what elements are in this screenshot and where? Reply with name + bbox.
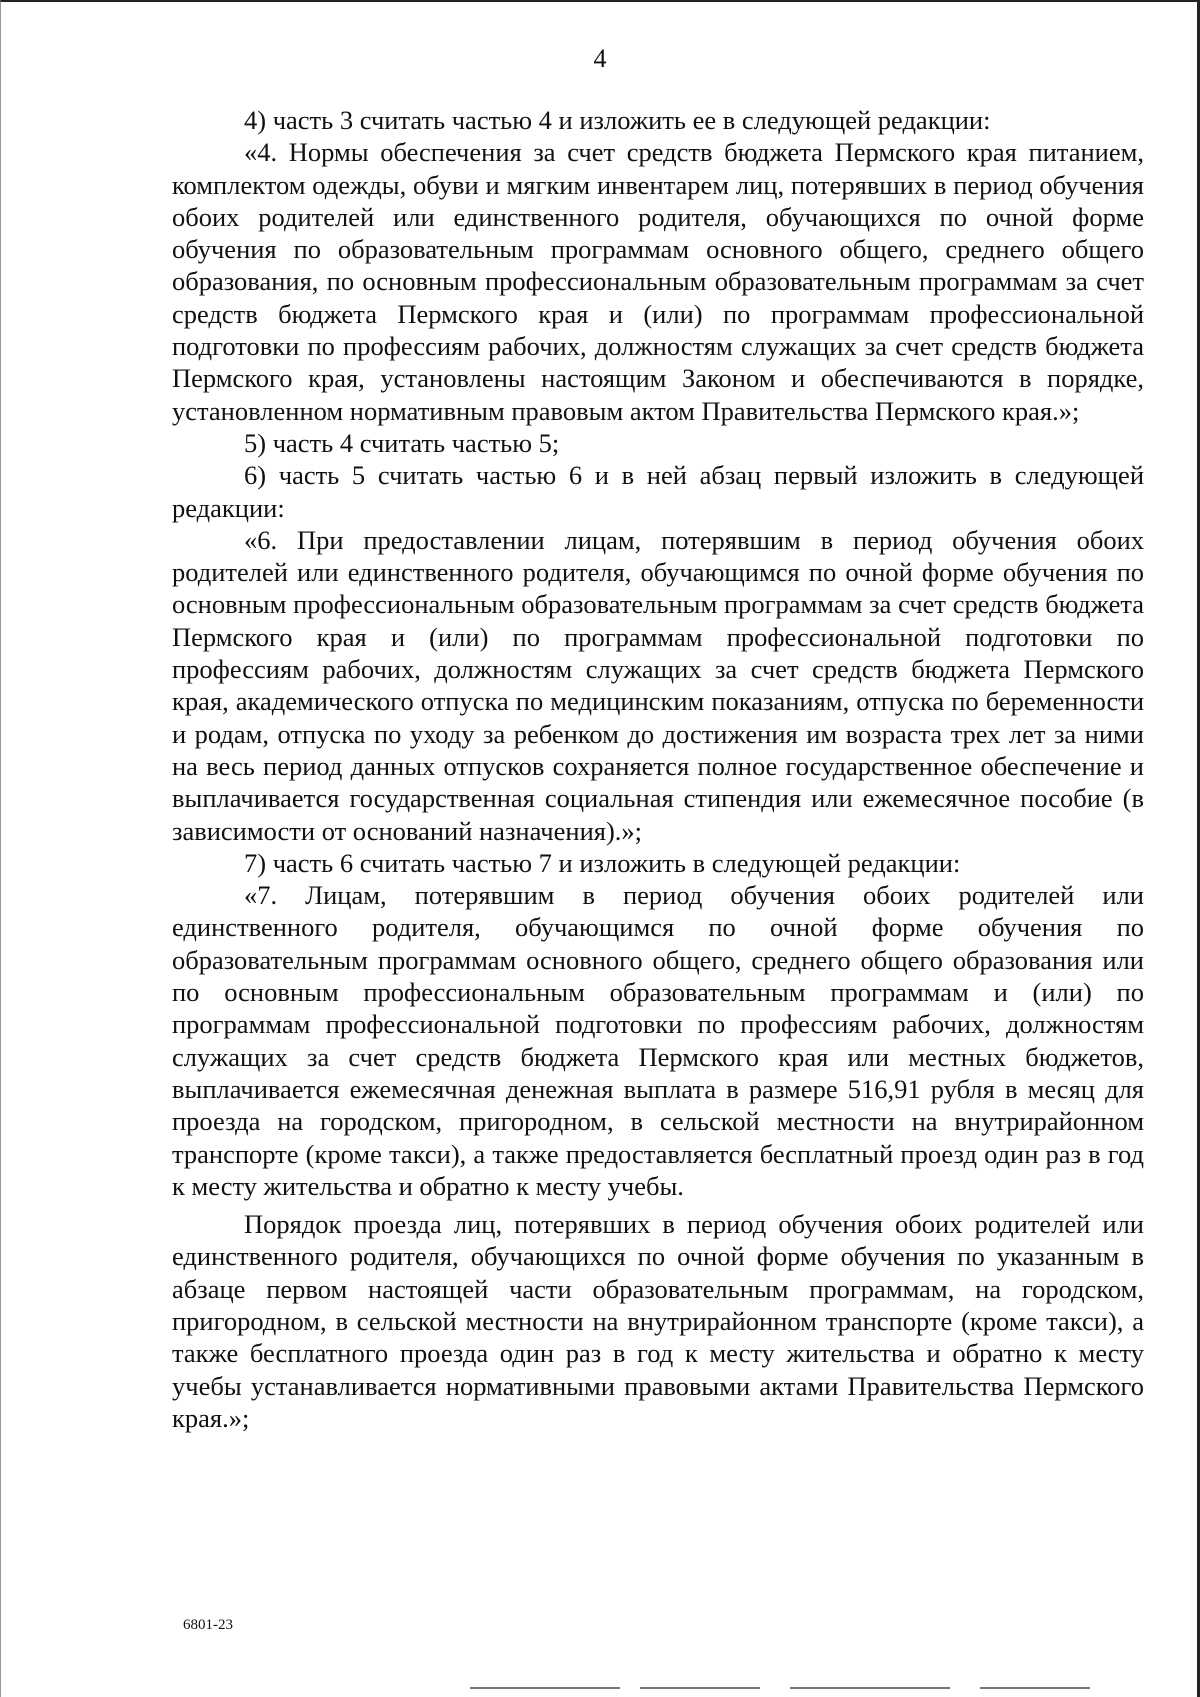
paragraph-travel-procedure: Порядок проезда лиц, потерявших в период обучения обоих родителей или единственного родителя, обучающихся по очной форме обучения по указанным в абзаце первом настоящей части образовательным программам, на городском, пригородном, в сельской местности на внутрирайонном транспорте (кроме такси), а также бесплатного проезда один раз в год к месту жительства и обратно к месту учебы устанавливается нормативными правовыми актами Правительства Пермского края.»;	[172, 1209, 1144, 1433]
paragraph-part-7-text: «7. Лицам, потерявшим в период обучения обоих родителей или единственного родителя, обучающимся по очной форме обучения по образовательным программам основного общего, среднего общего образования или по основным профессиональным образовательным программам и (или) по программам профессиональной подготовки по профессиям рабочих, должностям служащих за счет средств бюджета Пермского края или местных бюджетов, выплачивается ежемесячная денежная выплата в размере 516,91 рубля в месяц для проезда на городском, пригородном, в сельской местности на внутрирайонном транспорте (кроме такси), а также предоставляется бесплатный проезд один раз в год к месту жительства и обратно к месту учебы.	[172, 880, 1144, 1201]
scan-noise-mark	[470, 1687, 620, 1689]
paragraph-item-7: 7) часть 6 считать частью 7 и изложить в следующей редакции:	[244, 847, 961, 878]
scan-noise-mark	[790, 1687, 950, 1689]
scan-noise-mark	[640, 1687, 760, 1689]
document-code: 6801-23	[183, 1617, 233, 1633]
paragraph-item-6: 6) часть 5 считать частью 6 и в ней абзац первый изложить в следующей редакции:	[172, 460, 1144, 523]
paragraph-item-4: 4) часть 3 считать частью 4 и изложить ее в следующей редакции:	[244, 105, 991, 135]
paragraph-part-6-text: «6. При предоставлении лицам, потерявшим в период обучения обоих родителей или единственного родителя, обучающимся по очной форме обучения по основным профессиональным образовательным программам за счет средств бюджета Пермского края и (или) по программам профессиональной подготовки по профессиям рабочих, должностям служащих за счет средств бюджета Пермского края, академического отпуска по медицинским показаниям, отпуска по беременности и родам, отпуска по уходу за ребенком до достижения им возраста трех лет за ними на весь период данных отпусков сохраняется полное государственное обеспечение и выплачивается государственная социальная стипендия или ежемесячное пособие (в зависимости от оснований назначения).»;	[172, 524, 1144, 846]
page-number: 4	[593, 44, 607, 73]
paragraph-item-5: 5) часть 4 считать частью 5;	[244, 427, 560, 458]
document-body	[172, 104, 1144, 1434]
paragraph-norms: «4. Нормы обеспечения за счет средств бюджета Пермского края питанием, комплектом одежды, обуви и мягким инвентарем лиц, потерявших в период обучения обоих родителей или единственного родителя, обучающихся по очной форме обучения по образовательным программам основного общего, среднего общего образования, по основным профессиональным образовательным программам за счет средств бюджета Пермского края и (или) по программам профессиональной подготовки по профессиям рабочих, должностям служащих за счет средств бюджета Пермского края, установлены настоящим Законом и обеспечиваются в порядке, установленном нормативным правовым актом Правительства Пермского края.»;	[172, 137, 1144, 426]
scan-noise-mark	[980, 1687, 1090, 1689]
